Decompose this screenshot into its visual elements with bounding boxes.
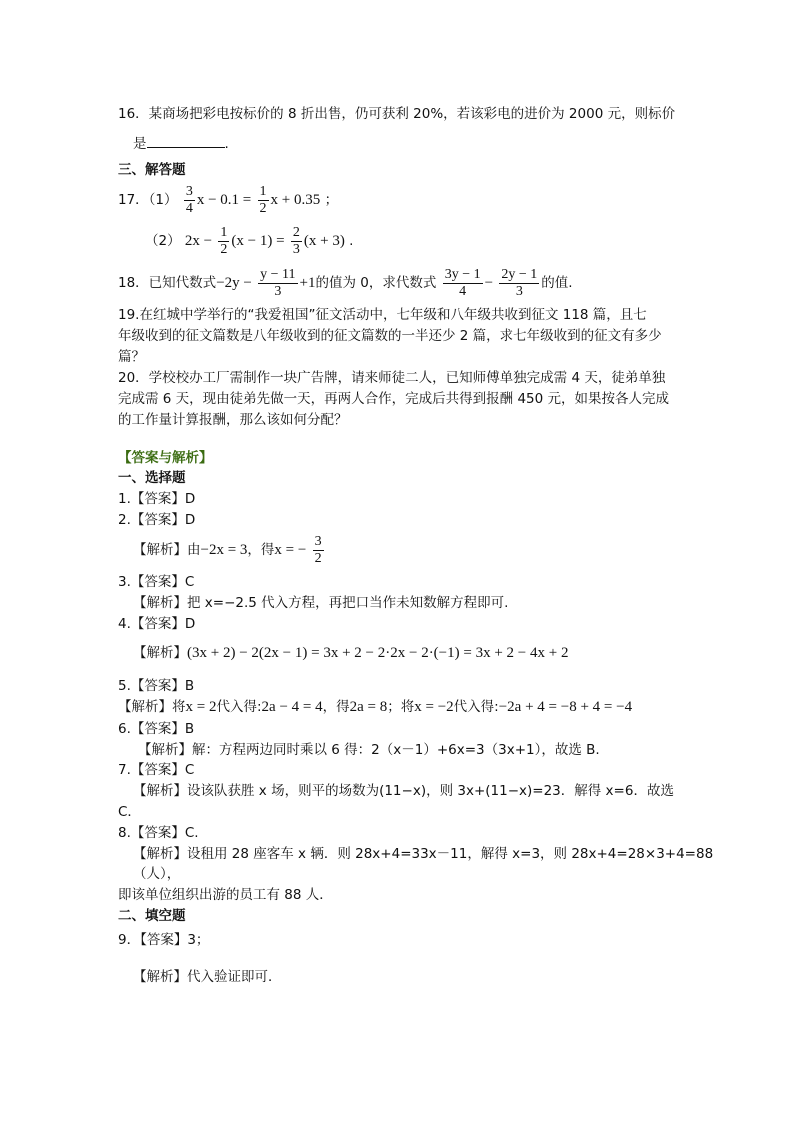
answer-7-analysis-2: C． — [118, 804, 141, 820]
section-title-choice: 一、选择题 — [118, 470, 186, 486]
answer-8: 8.【答案】C. — [118, 825, 199, 841]
q17-frac-1-2: $\frac{1}{2}$ — [259, 183, 267, 216]
q20-line3: 的工作量计算报酬，那么该如何分配？ — [118, 412, 348, 428]
answer-9: 9．【答案】3； — [118, 932, 210, 948]
a5-e3: 2a = 8 — [349, 699, 388, 715]
q18-expr2-frac1: $\frac{3y - 1}{4}$ — [444, 266, 481, 299]
q17-part1-mid: x − 0.1 = — [196, 192, 252, 208]
q17-part2-frac2: $\frac{2}{3}$ — [292, 224, 300, 257]
answer-3-analysis: 【解析】把 x=−2.5 代入方程，再把口当作未知数解方程即可. — [133, 595, 509, 611]
q16-answer-blank — [147, 133, 225, 148]
q18-text2: 的值为 0，求代数式 — [315, 275, 437, 291]
answer-8-analysis-1: 【解析】设租用 28 座客车 x 辆．则 28x+4=33x－11，解得 x=3，则 28x+4=28×3+4=88 — [133, 846, 714, 862]
a5-t5: 代入得: — [453, 699, 499, 715]
a2-analysis-prefix: 【解析】由 — [133, 542, 201, 558]
a2-eq1: −2x = 3 — [200, 542, 248, 558]
q19-line3: 篇？ — [118, 349, 145, 365]
q18-expr1-frac: $\frac{y - 11}{3}$ — [260, 266, 296, 299]
section-title-fill: 二、填空题 — [118, 908, 186, 924]
answer-7: 7.【答案】C — [118, 762, 195, 778]
a5-e1: x = 2 — [185, 699, 217, 715]
q19-line2: 年级收到的征文篇数是八年级收到的征文篇数的一半还少 2 篇，求七年级收到的征文有多少 — [118, 328, 662, 344]
answer-1: 1.【答案】D — [118, 491, 196, 507]
q17-part2 — [145, 222, 353, 260]
answer-9-analysis: 【解析】代入验证即可． — [133, 969, 282, 985]
q16-suffix: . — [224, 136, 229, 152]
a2-mid: ，得 — [247, 542, 275, 558]
answer-7-analysis-1: 【解析】设该队获胜 x 场，则平的场数为(11−x)，则 3x+(11−x)=23．解得 x=6．故选 — [133, 783, 674, 799]
answer-4: 4.【答案】D — [118, 616, 196, 632]
q18-text1: 18．已知代数式 — [118, 275, 217, 291]
a5-t4: ；将 — [387, 699, 415, 715]
answer-8-analysis-3: 即该单位组织出游的员工有 88 人． — [118, 887, 333, 903]
q17-part2-end: (x + 3) — [303, 233, 345, 249]
q16-prefix: 是 — [133, 136, 147, 152]
q17-label: 17．（1） — [118, 192, 178, 208]
a5-e2: 2a − 4 = 4 — [261, 699, 323, 715]
q16-line2 — [133, 133, 229, 154]
q20-line2: 完成需 6 天，现由徒弟先做一天，再两人合作，完成后共得到报酬 450 元，如果按各人完成 — [118, 391, 670, 407]
q18-expr1-start: −2y − — [216, 275, 252, 291]
a5-t2: 代入得: — [216, 699, 262, 715]
q18-line — [118, 264, 573, 302]
a5-t1: 【解析】将 — [118, 699, 186, 715]
q18-text3: 的值. — [541, 275, 573, 291]
answer-6: 6.【答案】B — [118, 721, 195, 737]
q17-part1-tail: ； — [324, 192, 339, 208]
q19-line1: 19.在红城中学举行的“我爱祖国”征文活动中，七年级和八年级共收到征文 118 篇，且七 — [118, 307, 647, 323]
q17-part1-end: x + 0.35 — [270, 192, 321, 208]
q18-expr2-frac2: $\frac{2y - 1}{3}$ — [501, 266, 538, 299]
a2-eq2: x = − — [274, 542, 307, 558]
answer-2: 2.【答案】D — [118, 512, 196, 528]
answer-3: 3.【答案】C — [118, 574, 195, 590]
answer-6-analysis: 【解析】解：方程两边同时乘以 6 得：2（x－1）+6x=3（3x+1），故选 B. — [138, 742, 600, 758]
q17-part2-mid: (x − 1) = — [231, 233, 285, 249]
q18-expr1-end: +1 — [299, 275, 316, 291]
answer-5: 5.【答案】B — [118, 678, 195, 694]
answer-5-analysis — [118, 697, 632, 717]
q17-frac-3-4: $\frac{3}{4}$ — [185, 183, 193, 216]
q17-part2-frac1: $\frac{1}{2}$ — [220, 224, 228, 257]
section-title-solve: 三、解答题 — [118, 162, 186, 178]
q17-part1 — [118, 181, 338, 219]
q17-part2-start: 2x − — [184, 233, 213, 249]
a5-e4: x = −2 — [414, 699, 454, 715]
a5-t3: ，得 — [322, 699, 350, 715]
q17-part2-tail: . — [349, 233, 354, 249]
answer-2-analysis — [133, 531, 326, 569]
a5-e5: −2a + 4 = −8 + 4 = −4 — [498, 699, 633, 715]
a2-frac: $\frac{3}{2}$ — [314, 533, 322, 566]
answer-8-analysis-2: （人）， — [133, 866, 181, 882]
q16-line1: 16．某商场把彩电按标价的 8 折出售，仍可获利 20%，若该彩电的进价为 2000 元，则标价 — [118, 106, 676, 122]
a4-prefix: 【解析】 — [133, 645, 187, 661]
answer-header: 【答案与解析】 — [118, 450, 213, 466]
q18-expr2-minus: − — [484, 275, 494, 291]
q20-line1: 20．学校校办工厂需制作一块广告牌，请来师徒二人，已知师傅单独完成需 4 天，徒弟单独 — [118, 370, 666, 386]
answer-4-analysis — [133, 643, 568, 663]
q17-part2-label: （2） — [145, 233, 181, 249]
a4-expr: (3x + 2) − 2(2x − 1) = 3x + 2 − 2·2x − 2·(−1) = 3x + 2 − 4x + 2 — [187, 645, 569, 661]
